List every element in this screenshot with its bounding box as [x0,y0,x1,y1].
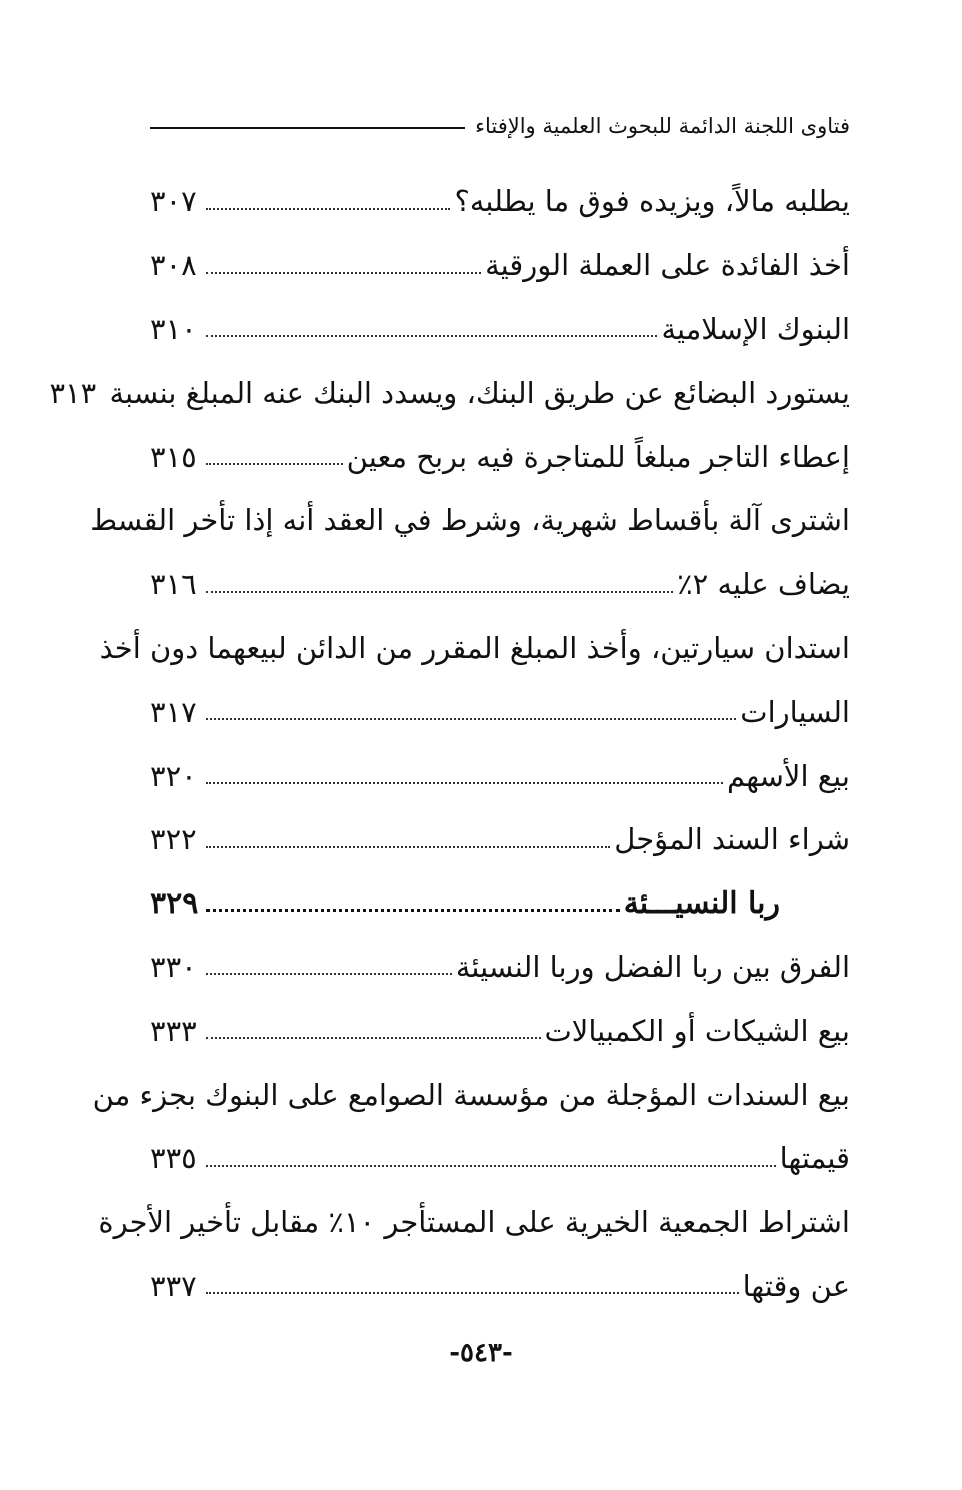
toc-leader-dots [206,846,610,848]
page-number: -٥٤٣- [449,1338,513,1368]
toc-page-number: ٣٠٨ [150,248,197,283]
toc-leader-dots [206,335,657,337]
toc-entry [150,936,850,1000]
toc-page-number: ٣٢٠ [150,758,197,793]
table-of-contents [49,170,850,1318]
toc-entry [150,425,850,489]
toc-entry [98,1191,850,1255]
toc-entry-title: البنوك الإسلامية [661,311,850,346]
toc-leader-dots [206,718,736,720]
toc-page-number: ٣١٣ [49,375,97,410]
toc-page-number: ٣٣٣ [150,1013,197,1048]
header-rule [150,127,465,129]
toc-page-number: ٣٢٩ [150,885,199,921]
toc-page-number: ٣٢٢ [150,822,197,857]
toc-entry-title: الفرق بين ربا الفضل وربا النسيئة [455,949,850,984]
toc-entry-title: يطلبه مالاً، ويزيده فوق ما يطلبه؟ [454,184,850,219]
toc-page-number: ٣١٧ [150,694,197,729]
toc-leader-dots [206,782,723,784]
toc-leader-dots [206,973,452,975]
toc-entry-title: أخذ الفائدة على العملة الورقية [485,248,850,283]
toc-entry [150,170,850,234]
toc-entry-title: ربا النسيـــئة [623,885,780,921]
toc-page-number: ٣٣٠ [150,949,197,984]
toc-leader-dots [206,1292,739,1294]
toc-page-number: ٣١٥ [150,439,197,474]
toc-entry-title: شراء السند المؤجل [614,822,850,857]
toc-entry [99,617,850,681]
toc-entry-title: قيمتها [779,1141,850,1176]
toc-page-number: ٣١٠ [150,311,197,346]
toc-entry [150,553,850,617]
toc-leader-dots [206,1165,776,1167]
toc-page-number: ٣٣٥ [150,1141,197,1176]
toc-leader-dots [206,591,673,593]
toc-entry [150,1127,850,1191]
header-title: فتاوى اللجنة الدائمة للبحوث العلمية والإفتاء [475,114,850,138]
toc-leader-dots [206,909,620,912]
toc-entry-title: اشترى آلة بأقساط شهرية، وشرط في العقد أنه إذا تأخر القسط [90,503,850,538]
toc-entry [150,808,850,872]
toc-entry-title: بيع الأسهم [726,758,850,793]
toc-entry [150,298,850,362]
toc-entry [150,234,850,298]
toc-entry [150,680,850,744]
running-header [150,108,850,144]
toc-entry [150,999,850,1063]
toc-entry-title: بيع السندات المؤجلة من مؤسسة الصوامع على البنوك بجزء من [92,1077,850,1112]
toc-section-heading [150,872,850,936]
toc-leader-dots [206,208,450,210]
toc-entry-title: يستورد البضائع عن طريق البنك، ويسدد البنك عنه المبلغ بنسبة [109,375,850,410]
toc-page-number: ٣٣٧ [150,1268,197,1303]
toc-entry [49,361,850,425]
toc-leader-dots [206,1037,541,1039]
toc-entry [90,489,850,553]
toc-entry-title: بيع الشيكات أو الكمبيالات [544,1013,850,1048]
toc-entry-title: إعطاء التاجر مبلغاً للمتاجرة فيه بربح معين [346,439,850,474]
toc-entry [92,1063,850,1127]
toc-page-number: ٣١٦ [150,567,197,602]
toc-page-number: ٣٠٧ [150,184,197,219]
toc-entry-title: عن وقتها [742,1268,850,1303]
toc-entry [150,1255,850,1319]
toc-leader-dots [206,272,481,274]
toc-entry [150,744,850,808]
toc-entry-title: السيارات [740,694,850,729]
toc-entry-title: استدان سيارتين، وأخذ المبلغ المقرر من الدائن لبيعهما دون أخذ [99,630,850,665]
toc-entry-title: اشتراط الجمعية الخيرية على المستأجر ١٠٪ مقابل تأخير الأجرة [98,1205,850,1240]
toc-entry-title: يضاف عليه ٢٪ [677,567,850,602]
toc-leader-dots [206,463,343,465]
